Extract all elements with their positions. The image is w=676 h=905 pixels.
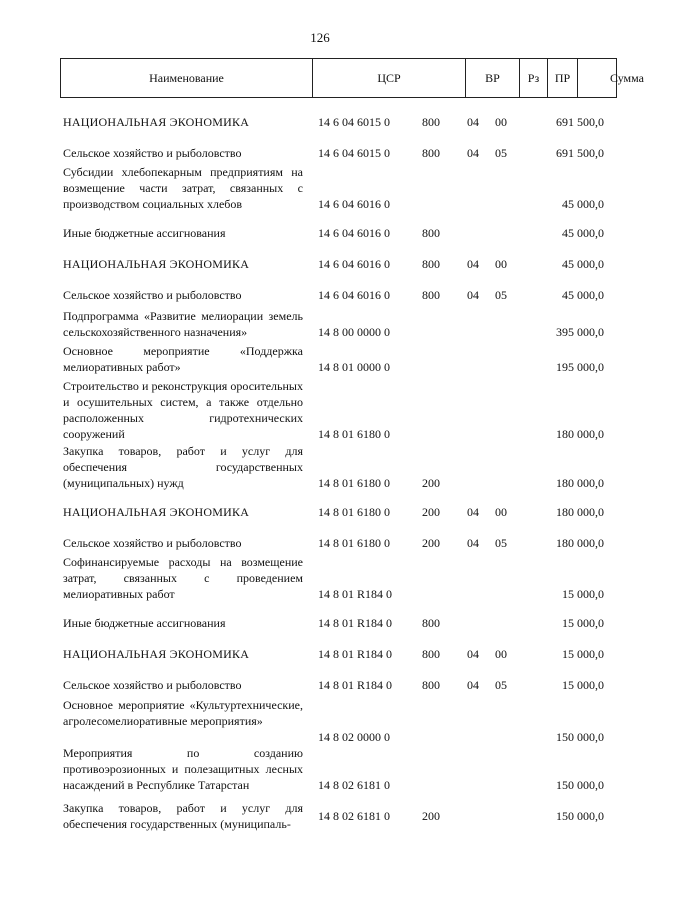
row-csr: 14 8 01 0000 0 <box>318 360 390 374</box>
row-csr: 14 8 01 R184 0 <box>318 616 393 630</box>
row-pr: 00 <box>495 647 507 661</box>
table-row <box>0 535 640 551</box>
table-row <box>0 443 640 491</box>
row-name: Подпрограмма «Развитие мелиорации земель сельскохозяйственного назначения» <box>63 309 303 339</box>
row-name: Субсидии хлебопекарным предприятиям на возмещение части затрат, связанных с производством социальных хлебов <box>63 165 303 211</box>
row-name: Строительство и реконструкция оросительных и осушительных систем, а также отдельно расположенных гидротехнических сооружений <box>63 379 303 441</box>
row-name: НАЦИОНАЛЬНАЯ ЭКОНОМИКА <box>63 115 250 129</box>
header-vr: ВР <box>466 59 520 97</box>
row-sum: 180 000,0 <box>556 536 604 550</box>
row-csr: 14 8 00 0000 0 <box>318 325 390 339</box>
table-row <box>0 287 640 303</box>
table-row <box>0 800 640 832</box>
row-csr: 14 6 04 6015 0 <box>318 146 390 160</box>
row-name: Иные бюджетные ассигнования <box>63 226 226 240</box>
row-sum: 180 000,0 <box>556 505 604 519</box>
row-vr: 800 <box>422 226 440 240</box>
row-sum: 15 000,0 <box>562 647 604 661</box>
row-pr: 05 <box>495 146 507 160</box>
row-pr: 00 <box>495 505 507 519</box>
row-name: Закупка товаров, работ и услуг для обеспечения государственных (муниципаль- <box>63 801 303 831</box>
row-name: НАЦИОНАЛЬНАЯ ЭКОНОМИКА <box>63 647 250 661</box>
row-sum: 150 000,0 <box>556 730 604 744</box>
row-sum: 45 000,0 <box>562 288 604 302</box>
row-name: Сельское хозяйство и рыболовство <box>63 536 242 550</box>
table-row <box>0 308 640 340</box>
row-csr: 14 8 01 6180 0 <box>318 536 390 550</box>
row-name: НАЦИОНАЛЬНАЯ ЭКОНОМИКА <box>63 505 250 519</box>
row-sum: 45 000,0 <box>562 197 604 211</box>
row-vr: 200 <box>422 536 440 550</box>
row-vr: 800 <box>422 647 440 661</box>
row-pr: 05 <box>495 536 507 550</box>
row-csr: 14 8 02 6181 0 <box>318 809 390 823</box>
row-pr: 00 <box>495 257 507 271</box>
row-pr: 00 <box>495 115 507 129</box>
row-rz: 04 <box>467 505 479 519</box>
row-rz: 04 <box>467 115 479 129</box>
row-csr: 14 8 01 6180 0 <box>318 505 390 519</box>
row-csr: 14 8 01 6180 0 <box>318 476 390 490</box>
row-csr: 14 8 02 0000 0 <box>318 730 390 744</box>
row-sum: 15 000,0 <box>562 678 604 692</box>
row-csr: 14 8 01 R184 0 <box>318 647 393 661</box>
table-row <box>0 378 640 442</box>
row-csr: 14 8 01 6180 0 <box>318 427 390 441</box>
table-row <box>0 256 640 272</box>
table-row <box>0 677 640 693</box>
row-vr: 800 <box>422 146 440 160</box>
table-header <box>60 58 644 98</box>
row-name: Закупка товаров, работ и услуг для обеспечения государственных (муниципальных) нужд <box>63 444 303 490</box>
row-rz: 04 <box>467 647 479 661</box>
row-vr: 200 <box>422 809 440 823</box>
row-sum: 691 500,0 <box>556 146 604 160</box>
header-sum: Сумма <box>610 71 644 85</box>
row-csr: 14 8 01 R184 0 <box>318 678 393 692</box>
row-vr: 200 <box>422 476 440 490</box>
row-pr: 05 <box>495 678 507 692</box>
row-name: Основное мероприятие «Культуртехнические, агролесомелиоративные мероприятия» <box>63 698 303 728</box>
row-sum: 15 000,0 <box>562 587 604 601</box>
row-vr: 200 <box>422 505 440 519</box>
table-row <box>0 646 640 662</box>
row-name: Сельское хозяйство и рыболовство <box>63 678 242 692</box>
row-rz: 04 <box>467 146 479 160</box>
table-row <box>0 164 640 212</box>
row-sum: 195 000,0 <box>556 360 604 374</box>
row-sum: 180 000,0 <box>556 476 604 490</box>
table-row <box>0 745 640 793</box>
header-pr: ПР <box>548 59 578 97</box>
row-sum: 150 000,0 <box>556 778 604 792</box>
row-name: Иные бюджетные ассигнования <box>63 616 226 630</box>
row-name: Основное мероприятие «Поддержка мелиоративных работ» <box>63 344 303 374</box>
row-sum: 150 000,0 <box>556 809 604 823</box>
header-rz: Рз <box>520 59 548 97</box>
table-row <box>0 554 640 602</box>
row-sum: 395 000,0 <box>556 325 604 339</box>
row-vr: 800 <box>422 115 440 129</box>
table-row <box>0 145 640 161</box>
row-name: НАЦИОНАЛЬНАЯ ЭКОНОМИКА <box>63 257 250 271</box>
row-csr: 14 6 04 6016 0 <box>318 226 390 240</box>
row-sum: 45 000,0 <box>562 226 604 240</box>
table-row <box>0 615 640 631</box>
row-name: Мероприятия по созданию противоэрозионных и полезащитных лесных насаждений в Республике Татарстан <box>63 746 303 792</box>
row-sum: 45 000,0 <box>562 257 604 271</box>
row-name: Софинансируемые расходы на возмещение затрат, связанных с проведением мелиоративных работ <box>63 555 303 601</box>
table-row <box>0 697 640 745</box>
row-csr: 14 8 02 6181 0 <box>318 778 390 792</box>
table-row <box>0 343 640 375</box>
table-row <box>0 225 640 241</box>
row-vr: 800 <box>422 288 440 302</box>
row-csr: 14 6 04 6015 0 <box>318 115 390 129</box>
table-row <box>0 504 640 520</box>
row-vr: 800 <box>422 678 440 692</box>
header-name: Наименование <box>61 59 313 97</box>
page-number: 126 <box>310 30 330 45</box>
row-csr: 14 6 04 6016 0 <box>318 288 390 302</box>
row-csr: 14 8 01 R184 0 <box>318 587 393 601</box>
row-sum: 691 500,0 <box>556 115 604 129</box>
row-name: Сельское хозяйство и рыболовство <box>63 288 242 302</box>
row-sum: 180 000,0 <box>556 427 604 441</box>
row-rz: 04 <box>467 257 479 271</box>
header-csr: ЦСР <box>313 59 466 97</box>
row-rz: 04 <box>467 678 479 692</box>
row-csr: 14 6 04 6016 0 <box>318 257 390 271</box>
table-row <box>0 114 640 130</box>
row-csr: 14 6 04 6016 0 <box>318 197 390 211</box>
row-rz: 04 <box>467 536 479 550</box>
row-vr: 800 <box>422 257 440 271</box>
row-name: Сельское хозяйство и рыболовство <box>63 146 242 160</box>
row-rz: 04 <box>467 288 479 302</box>
row-pr: 05 <box>495 288 507 302</box>
row-vr: 800 <box>422 616 440 630</box>
row-sum: 15 000,0 <box>562 616 604 630</box>
